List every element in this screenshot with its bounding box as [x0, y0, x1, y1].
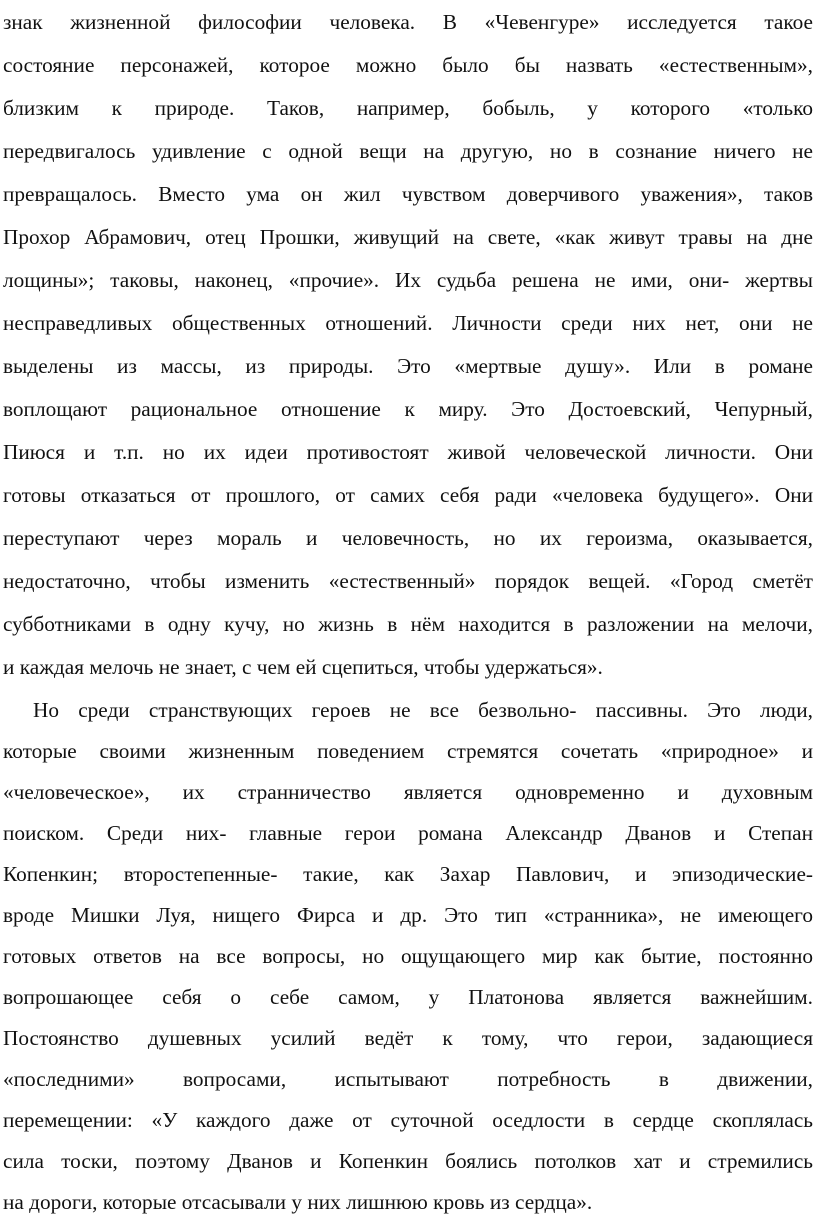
text-line: превращалось. Вместо ума он жил чувством доверчивого уважения», таков [3, 182, 813, 206]
text-line: несправедливых общественных отношений. Личности среди них нет, они не [3, 311, 813, 335]
text-line: близким к природе. Таков, например, бобыль, у которого «только [3, 96, 813, 120]
text-line: переступают через мораль и человечность, но их героизма, оказывается, [3, 526, 813, 550]
text-line: субботниками в одну кучу, но жизнь в нём находится в разложении на мелочи, [3, 612, 813, 636]
text-line: Но среди странствующих героев не все безвольно- пассивны. Это люди, [33, 698, 813, 722]
text-line: «последними» вопросами, испытывают потребность в движении, [3, 1067, 813, 1091]
document-page [3, 0, 813, 1224]
text-line: Прохор Абрамович, отец Прошки, живущий на свете, «как живут травы на дне [3, 225, 813, 249]
text-line: вроде Мишки Луя, нищего Фирса и др. Это тип «странника», не имеющего [3, 903, 813, 927]
text-line: сила тоски, поэтому Дванов и Копенкин боялись потолков хат и стремились [3, 1149, 813, 1173]
text-line: лощины»; таковы, наконец, «прочие». Их судьба решена не ими, они- жертвы [3, 268, 813, 292]
text-line: недостаточно, чтобы изменить «естественный» порядок вещей. «Город сметёт [3, 569, 813, 593]
text-line: Копенкин; второстепенные- такие, как Захар Павлович, и эпизодические- [3, 862, 813, 886]
text-line: передвигалось удивление с одной вещи на другую, но в сознание ничего не [3, 139, 813, 163]
text-line: знак жизненной философии человека. В «Чевенгуре» исследуется такое [3, 10, 813, 34]
text-line: перемещении: «У каждого даже от суточной оседлости в сердце скоплялась [3, 1108, 813, 1132]
text-line: «человеческое», их странничество является одновременно и духовным [3, 780, 813, 804]
text-line: вопрошающее себя о себе самом, у Платонова является важнейшим. [3, 985, 813, 1009]
text-line: выделены из массы, из природы. Это «мертвые душу». Или в романе [3, 354, 813, 378]
text-line: поиском. Среди них- главные герои романа Александр Дванов и Степан [3, 821, 813, 845]
text-line: и каждая мелочь не знает, с чем ей сцепиться, чтобы удержаться». [3, 655, 603, 679]
text-line: на дороги, которые отсасывали у них лишнюю кровь из сердца». [3, 1190, 593, 1214]
text-line: Постоянство душевных усилий ведёт к тому, что герои, задающиеся [3, 1026, 813, 1050]
text-line: готовых ответов на все вопросы, но ощущающего мир как бытие, постоянно [3, 944, 813, 968]
text-line: Пиюся и т.п. но их идеи противостоят живой человеческой личности. Они [3, 440, 813, 464]
text-line: готовы отказаться от прошлого, от самих себя ради «человека будущего». Они [3, 483, 813, 507]
text-line: состояние персонажей, которое можно было бы назвать «естественным», [3, 53, 813, 77]
text-line: воплощают рациональное отношение к миру. Это Достоевский, Чепурный, [3, 397, 813, 421]
text-line: которые своими жизненным поведением стремятся сочетать «природное» и [3, 739, 813, 763]
